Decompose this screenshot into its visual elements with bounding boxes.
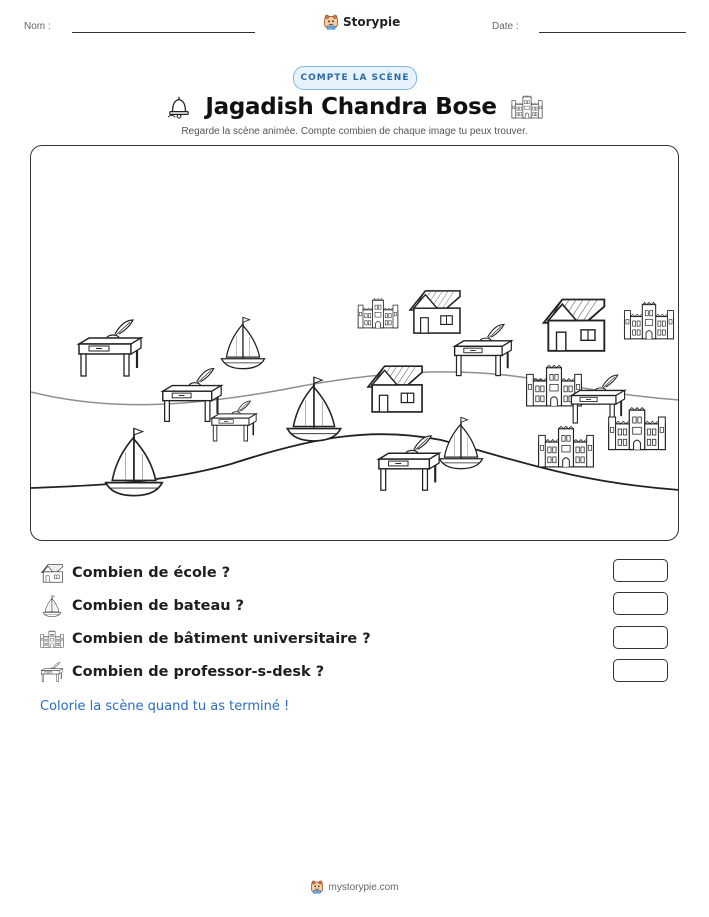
brand-logo [323,14,400,30]
school-icon [40,563,64,583]
answer-box-university-building[interactable] [613,626,668,649]
boat [106,428,162,495]
scene-illustration [31,146,679,541]
brand-name: Storypie [343,15,401,29]
professor-desk [212,401,256,441]
answer-box-school[interactable] [613,559,668,582]
school [410,291,460,333]
question-row [40,561,230,585]
university-building-icon [40,629,64,649]
question-row [40,627,371,651]
question-text: Combien de professor-s-desk ? [72,664,325,680]
boat [439,417,482,468]
storypie-mascot-icon [323,14,339,30]
university-building-icon [511,94,543,120]
question-row [40,660,324,684]
counting-scene [30,145,679,541]
name-field-line[interactable] [72,32,255,33]
bell-icon [167,95,191,119]
university-building [624,302,673,338]
date-field-line[interactable] [539,32,686,33]
answer-box-boat[interactable] [613,592,668,615]
activity-badge: COMPTE LA SCÈNE [293,66,417,90]
professor-desk-icon [40,661,64,683]
boat-icon [40,594,64,618]
professor-desk [455,324,512,375]
school [544,300,605,351]
question-text: Combien de bateau ? [72,598,245,614]
instructions: Regarde la scène animée. Compte combien de chaque image tu peux trouver. [181,126,528,137]
answer-box-professor-desk[interactable] [613,659,668,682]
footer [0,880,709,894]
name-label: Nom : [24,21,51,32]
boat [221,317,264,368]
storypie-mascot-icon [310,880,324,894]
coloring-instruction: Colorie la scène quand tu as terminé ! [40,699,290,714]
university-building [609,408,666,450]
date-label: Date : [492,21,519,32]
title-text: Jagadish Chandra Bose [205,94,497,120]
university-building [358,299,398,328]
school [368,366,422,412]
professor-desk [163,369,221,422]
professor-desk [379,436,439,490]
question-text: Combien de bâtiment universitaire ? [72,631,371,647]
question-row [40,594,244,618]
professor-desk [79,320,141,376]
university-building [539,426,594,467]
page-title [160,90,550,124]
footer-url: mystorypie.com [328,881,399,893]
question-text: Combien de école ? [72,565,231,581]
